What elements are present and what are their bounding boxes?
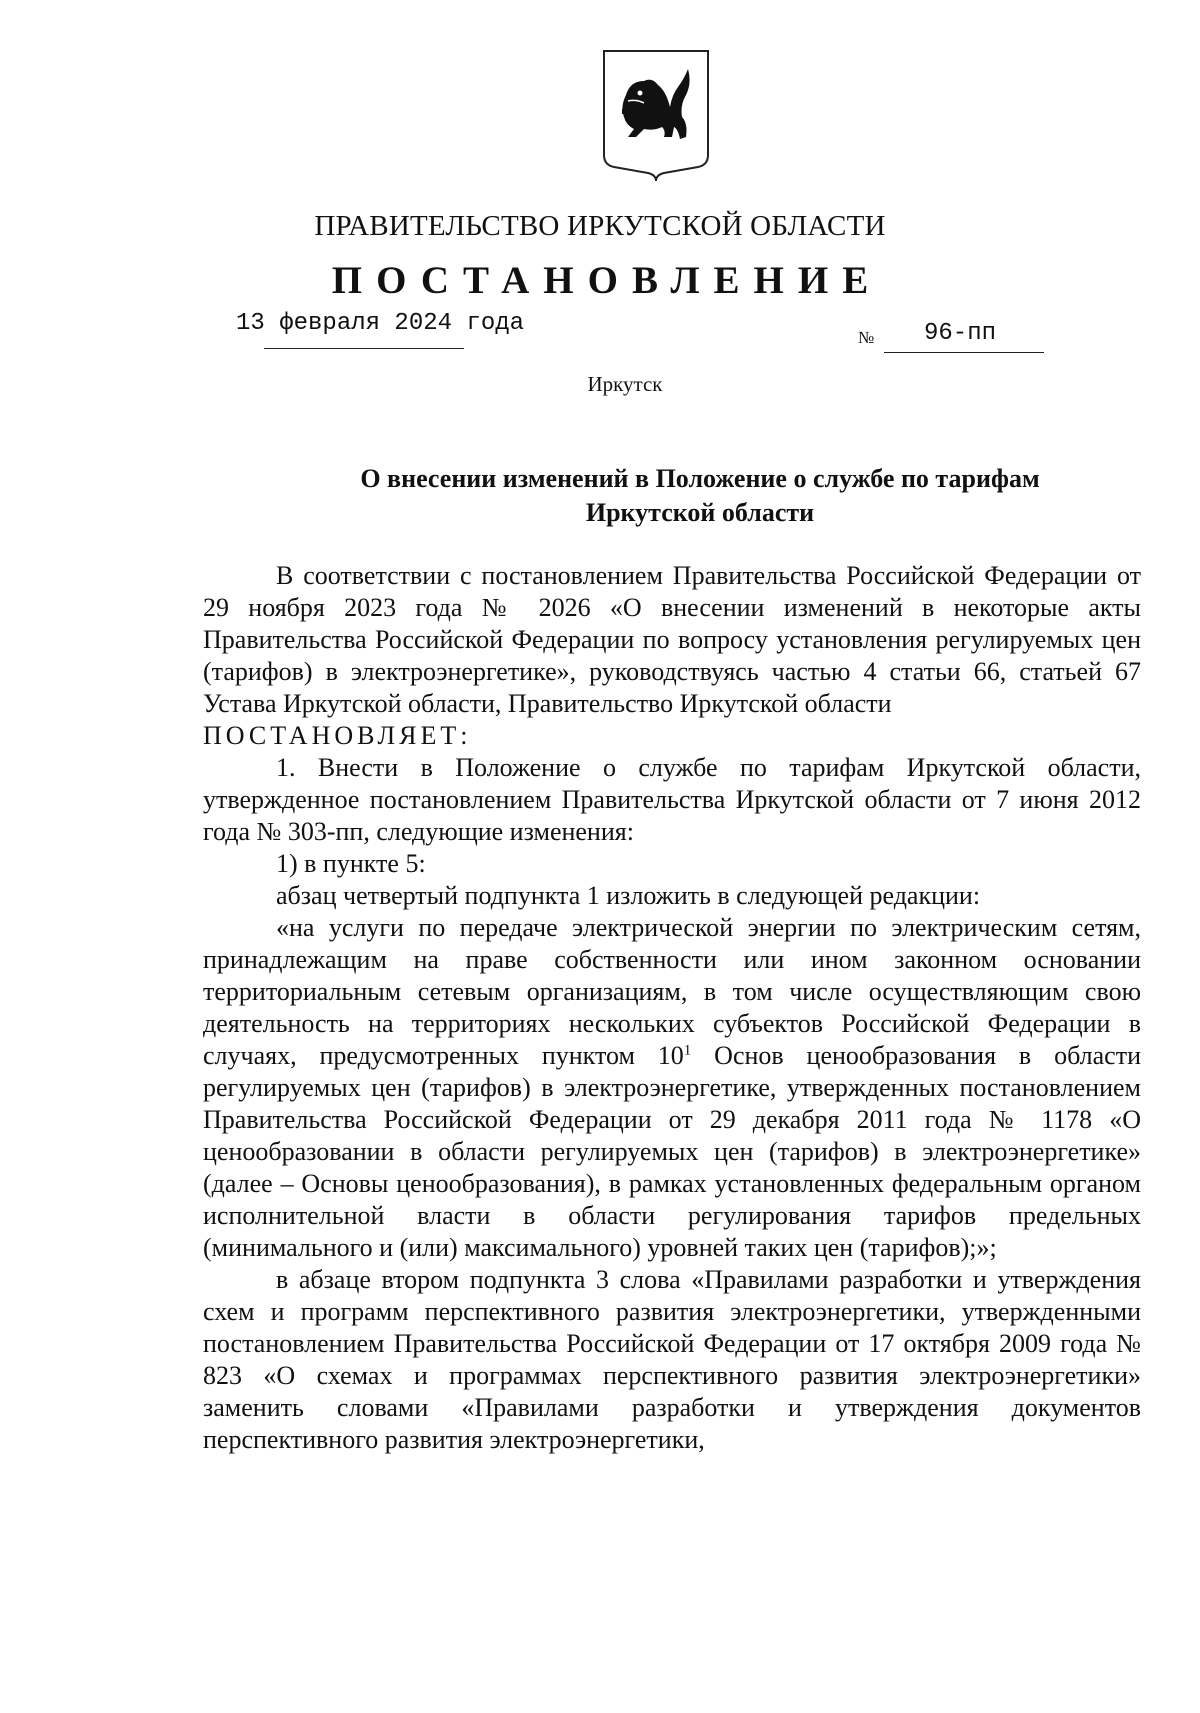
document-date: 13 февраля 2024 года (236, 310, 525, 337)
subclause-1-paragraph: 1) в пункте 5: (276, 849, 426, 878)
preamble-paragraph: В соответствии с постановлением Правительства Российской Федерации от 29 ноября 2023 года № 2026 «О внесении изменений в некоторые акты Правительства Российской Федерации по вопросу установления регулируемых цен (тарифов) в электроэнергетике», руководствуясь частью 4 статьи 66, статьей 67 Устава Иркутской области, Правительство Иркутской области (203, 561, 1141, 718)
number-sign: № (858, 328, 875, 347)
title-line-2: Иркутской области (585, 498, 815, 527)
document-body (203, 560, 1141, 1456)
irkutsk-coat-of-arms-babr-icon (600, 47, 712, 183)
city: Иркутск (587, 372, 663, 396)
replacement-paragraph: в абзаце втором подпункта 3 слова «Правилами разработки и утверждения схем и программ перспективного развития электроэнергетики, утвержденными постановлением Правительства Российской Федерации от 17 октября 2009 года № 823 «О схемах и программах перспективного развития электроэнергетики» заменить словами «Правилами разработки и утверждения документов перспективного развития электроэнергетики, (203, 1265, 1141, 1454)
number-underline (884, 352, 1044, 353)
new-wording-part-a: «на услуги по передаче электрической энергии по электрическим сетям, принадлежащим на праве собственности или ином законном основании территориальным сетевым организациям, в том числе осуществляющим свою деятельность на территориях нескольких субъектов Российской Федерации в случаях, предусмотренных пунктом 10 (203, 913, 1141, 1070)
new-wording-paragraph (203, 912, 1141, 1264)
document-title (300, 462, 1100, 530)
title-line-1: О внесении изменений в Положение о службе по тарифам (360, 464, 1040, 493)
paragraph-fourth-instruction: абзац четвертый подпункта 1 изложить в следующей редакции: (276, 881, 981, 910)
document-number: 96-пп (924, 320, 997, 347)
new-wording-part-b: Основ ценообразования в области регулируемых цен (тарифов) в электроэнергетике, утвержденных постановлением Правительства Российской Федерации от 29 декабря 2011 года № 1178 «О ценообразовании в области регулируемых цен (тарифов) в электроэнергетике» (далее – Основы ценообразования), в рамках установленных федеральным органом исполнительной власти в области регулирования тарифов предельных (минимального и (или) максимального) уровней таких цен (тарифов);»; (203, 1041, 1141, 1262)
footnote-superscript: 1 (683, 1042, 692, 1059)
document-type: ПОСТАНОВЛЕНИЕ (331, 259, 883, 302)
clause-1-paragraph: 1. Внести в Положение о службе по тарифам Иркутской области, утвержденное постановлением Правительства Иркутской области от 7 июня 2012 года № 303-пп, следующие изменения: (203, 753, 1141, 846)
resolves-heading: ПОСТАНОВЛЯЕТ: (203, 721, 472, 750)
organization-name: ПРАВИТЕЛЬСТВО ИРКУТСКОЙ ОБЛАСТИ (314, 210, 886, 242)
date-underline (264, 348, 464, 349)
